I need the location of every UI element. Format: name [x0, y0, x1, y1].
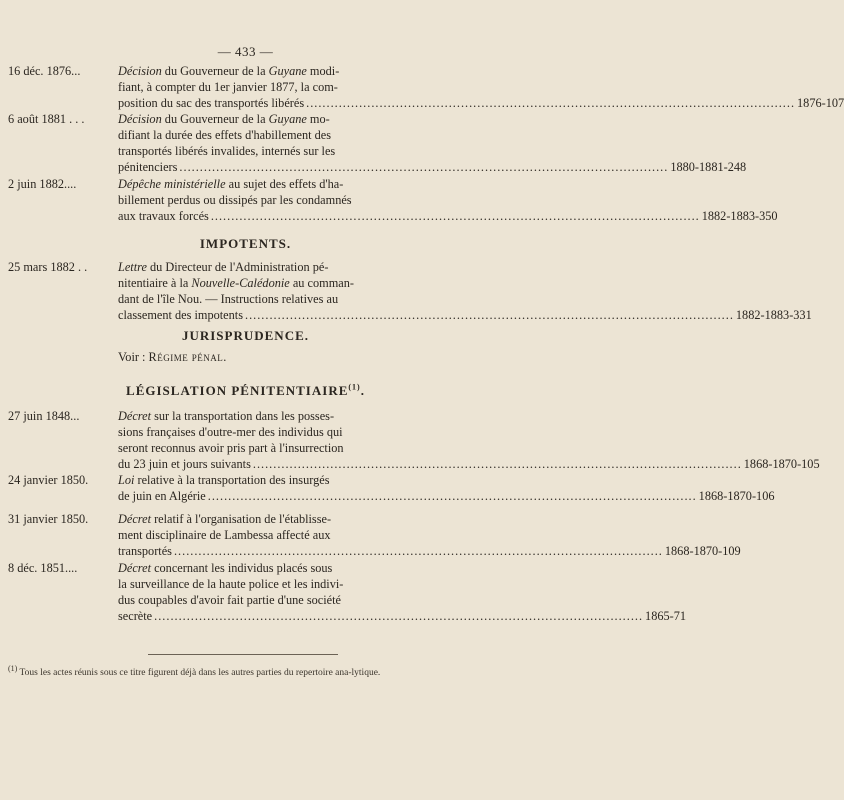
- footnote-number: (1): [8, 663, 18, 673]
- voir-label: Voir :: [118, 350, 146, 364]
- entry-line: la surveillance de la haute police et les indivi-: [118, 577, 344, 591]
- entry-line: Lettre du Directeur de l'Administration pé-: [118, 260, 329, 274]
- entry-leader-text: de juin en Algérie: [118, 489, 206, 503]
- voir-reference: [118, 350, 227, 365]
- entry-leader-line: [118, 608, 687, 624]
- entry-leader-line: [118, 208, 778, 224]
- entry-reference: 1868-1870-106: [698, 489, 775, 503]
- entry-line: Loi relative à la transportation des insurgés: [118, 473, 330, 487]
- heading-legislation-text: LÉGISLATION PÉNITENTIAIRE: [126, 383, 349, 398]
- entry-reference: 1876-107: [797, 96, 844, 110]
- voir-target: Régime pénal.: [148, 350, 227, 364]
- entry-line: dus coupables d'avoir fait partie d'une société: [118, 593, 341, 607]
- entry-line: Dépêche ministérielle au sujet des effets d'ha-: [118, 177, 344, 191]
- entry-leader-text: position du sac des transportés libérés: [118, 96, 305, 110]
- entry-date: 25 mars 1882 . .: [8, 260, 88, 274]
- entry-reference: 1868-1870-109: [664, 544, 741, 558]
- entry-description: [118, 111, 380, 159]
- footnote: [8, 663, 468, 680]
- entry-line: difiant la durée des effets d'habillement des: [118, 128, 332, 142]
- heading-legislation: LÉGISLATION PÉNITENTIAIRE$^{(1)}$.: [126, 382, 365, 398]
- entry-line: dant de l'île Nou. — Instructions relatives au: [118, 292, 339, 306]
- entry-line: Décision du Gouverneur de la Guyane mo-: [118, 112, 330, 126]
- entry-date: 2 juin 1882....: [8, 177, 77, 191]
- dot-leader: ........................................................................................................................: [179, 160, 669, 174]
- entry-leader-text: secrète: [118, 609, 153, 623]
- entry-leader-text: pénitenciers: [118, 160, 178, 174]
- heading-jurisprudence: JURISPRUDENCE.: [181, 328, 310, 343]
- entry-line: ment disciplinaire de Lambessa affecté aux: [118, 528, 331, 542]
- entry-date: 27 juin 1848...: [8, 409, 80, 423]
- entry-date: 31 janvier 1850.: [8, 512, 89, 526]
- entry-leader-text: aux travaux forcés: [118, 209, 209, 223]
- dot-leader: ........................................................................................................................: [245, 308, 734, 322]
- entry-description: [118, 408, 380, 456]
- entry-reference: 1882-1883-350: [701, 209, 778, 223]
- entry-date: 8 déc. 1851....: [8, 561, 78, 575]
- dot-leader: ........................................................................................................................: [306, 96, 796, 110]
- entry-line: Décision du Gouverneur de la Guyane modi-: [118, 64, 340, 78]
- entry-description: [118, 259, 380, 307]
- entry-description: [118, 63, 380, 95]
- entry-leader-line: [118, 95, 844, 111]
- entry-line: Décret sur la transportation dans les posses-: [118, 409, 335, 423]
- page-number: — 433 —: [217, 44, 274, 59]
- entry-date: 24 janvier 1850.: [8, 473, 89, 487]
- entry-leader-line: [118, 456, 820, 472]
- entry-leader-text: du 23 juin et jours suivants: [118, 457, 251, 471]
- footnote-text: Tous les actes réunis sous ce titre figurent déjà dans les autres parties du repertoire ana-lytique.: [19, 668, 381, 678]
- entry-description: [118, 560, 380, 608]
- entry-description: [118, 176, 380, 208]
- entry-leader-line: [118, 543, 741, 559]
- entry-line: Décret relatif à l'organisation de l'établisse-: [118, 512, 332, 526]
- entry-reference: 1882-1883-331: [735, 308, 812, 322]
- entry-leader-line: [118, 307, 812, 323]
- entry-date: 16 déc. 1876...: [8, 64, 81, 78]
- entry-line: nitentiaire à la Nouvelle-Calédonie au comman-: [118, 276, 354, 290]
- entry-line: Décret concernant les individus placés sous: [118, 561, 333, 575]
- dot-leader: ........................................................................................................................: [252, 457, 742, 471]
- dot-leader: ........................................................................................................................: [207, 489, 697, 503]
- dot-leader: ........................................................................................................................: [154, 609, 644, 623]
- entry-description: [118, 472, 380, 488]
- dot-leader: ........................................................................................................................: [210, 209, 700, 223]
- entry-line: seront reconnus avoir pris part à l'insurrection: [118, 441, 344, 455]
- entry-reference: 1880-1881-248: [670, 160, 747, 174]
- heading-impotents: IMPOTENTS.: [199, 236, 292, 251]
- entry-reference: 1865-71: [645, 609, 687, 623]
- entry-leader-text: transportés: [118, 544, 172, 558]
- entry-line: fiant, à compter du 1er janvier 1877, la com-: [118, 80, 338, 94]
- entry-description: [118, 511, 380, 543]
- footnote-rule: [148, 654, 338, 655]
- footnote-marker: (1): [348, 382, 361, 392]
- entry-leader-line: [118, 159, 747, 175]
- dot-leader: ........................................................................................................................: [173, 544, 663, 558]
- entry-line: billement perdus ou dissipés par les condamnés: [118, 193, 352, 207]
- entry-line: sions françaises d'outre-mer des individus qui: [118, 425, 343, 439]
- entry-leader-text: classement des impotents: [118, 308, 243, 322]
- entry-reference: 1868-1870-105: [743, 457, 820, 471]
- entry-leader-line: [118, 488, 775, 504]
- entry-line: transportés libérés invalides, internés sur les: [118, 144, 336, 158]
- entry-date: 6 août 1881 . . .: [8, 112, 85, 126]
